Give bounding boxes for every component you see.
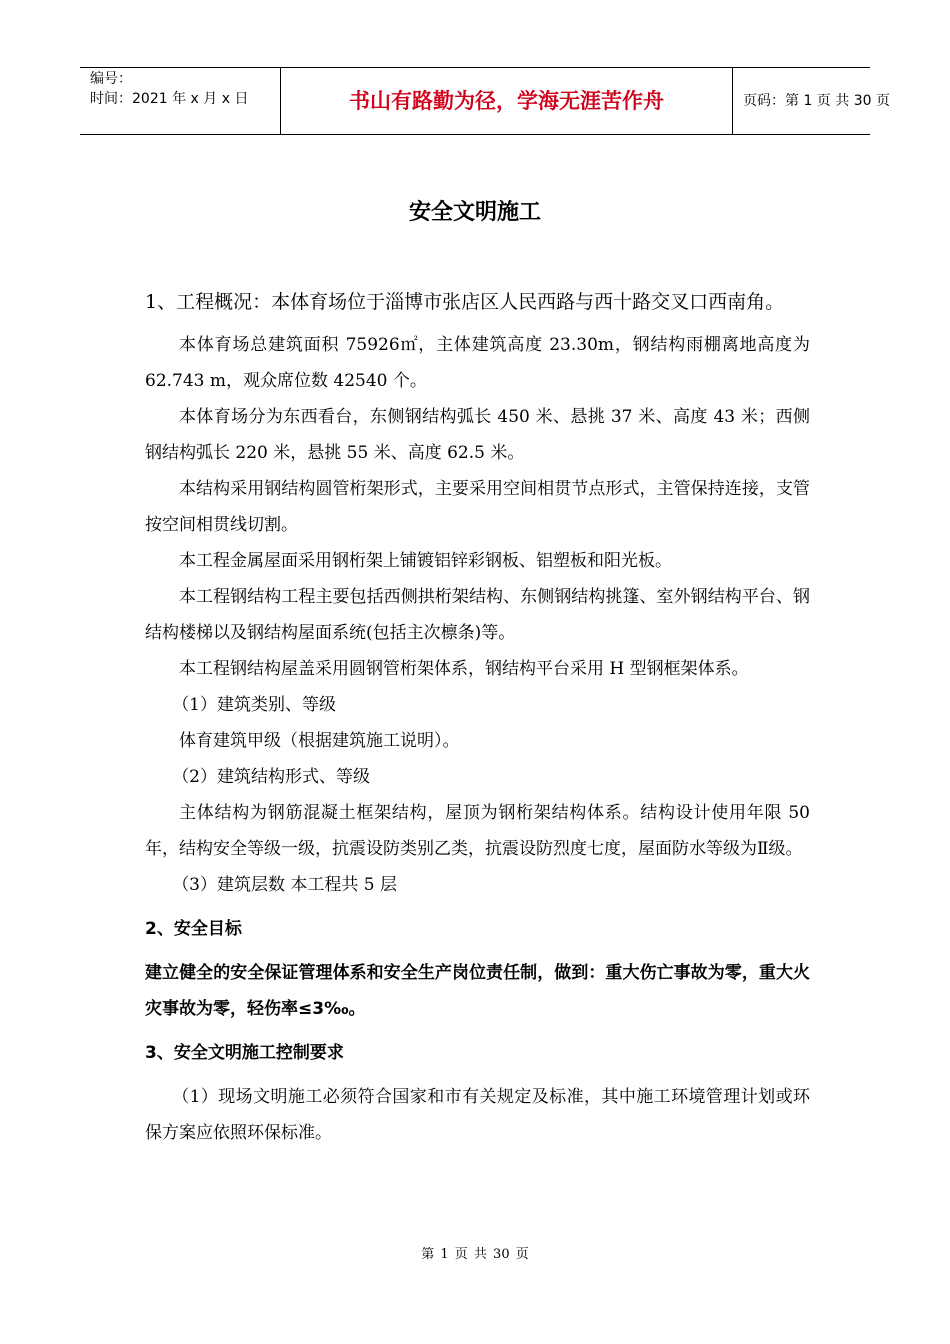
paragraph: 本体育场总建筑面积 75926㎡，主体建筑高度 23.30m，钢结构雨棚离地高度为 62.743 m，观众席位数 42540 个。	[145, 335, 810, 391]
header-page-code: 页码：第 1 页 共 30 页	[743, 93, 890, 109]
paragraph: 本工程金属屋面采用钢桁架上铺镀铝锌彩钢板、铝塑板和阳光板。	[179, 551, 672, 571]
paragraph: （1）现场文明施工必须符合国家和市有关规定及标准，其中施工环境管理计划或环保方案应依照环保标准。	[145, 1087, 810, 1143]
subheading-building-category: （1）建筑类别、等级	[172, 695, 337, 715]
paragraph: 体育建筑甲级（根据建筑施工说明）。	[179, 731, 460, 751]
subheading-building-floors: （3）建筑层数 本工程共 5 层	[172, 875, 398, 895]
section-heading-safety-goal: 2、安全目标	[145, 919, 242, 939]
paragraph: 主体结构为钢筋混凝土框架结构，屋顶为钢桁架结构体系。结构设计使用年限 50 年，结构安全等级一级，抗震设防类别乙类，抗震设防烈度七度，屋面防水等级为Ⅱ级。	[145, 803, 810, 859]
document-body	[145, 283, 810, 1151]
header-meta-cell	[80, 68, 281, 134]
section-heading-control-requirements: 3、安全文明施工控制要求	[145, 1043, 344, 1063]
safety-goal-statement: 建立健全的安全保证管理体系和安全生产岗位责任制，做到：重大伤亡事故为零，重大火灾事故为零，轻伤率≤3‰。	[145, 963, 810, 1019]
paragraph: 本工程钢结构屋盖采用圆钢管桁架体系，钢结构平台采用 H 型钢框架体系。	[179, 659, 749, 679]
subheading-structure-form: （2）建筑结构形式、等级	[172, 767, 371, 787]
section-heading-overview: 1、工程概况：本体育场位于淄博市张店区人民西路与西十路交叉口西南角。	[145, 291, 785, 313]
page-footer: 第 1 页 共 30 页	[421, 1247, 529, 1262]
document-title: 安全文明施工	[408, 200, 541, 225]
paragraph: 本工程钢结构工程主要包括西侧拱桁架结构、东侧钢结构挑篷、室外钢结构平台、钢结构楼梯以及钢结构屋面系统(包括主次檩条)等。	[145, 587, 810, 643]
document-number-label: 编号：	[90, 71, 132, 87]
page-header	[80, 67, 890, 135]
document-time-label: 时间：2021 年 x 月 x 日	[90, 91, 249, 107]
paragraph: 本结构采用钢结构圆管桁架形式，主要采用空间相贯节点形式，主管保持连接，支管按空间相贯线切割。	[145, 479, 810, 535]
header-motto: 书山有路勤为径，学海无涯苦作舟	[281, 68, 733, 134]
paragraph: 本体育场分为东西看台，东侧钢结构弧长 450 米、悬挑 37 米、高度 43 米；西侧钢结构弧长 220 米，悬挑 55 米、高度 62.5 米。	[145, 407, 810, 463]
